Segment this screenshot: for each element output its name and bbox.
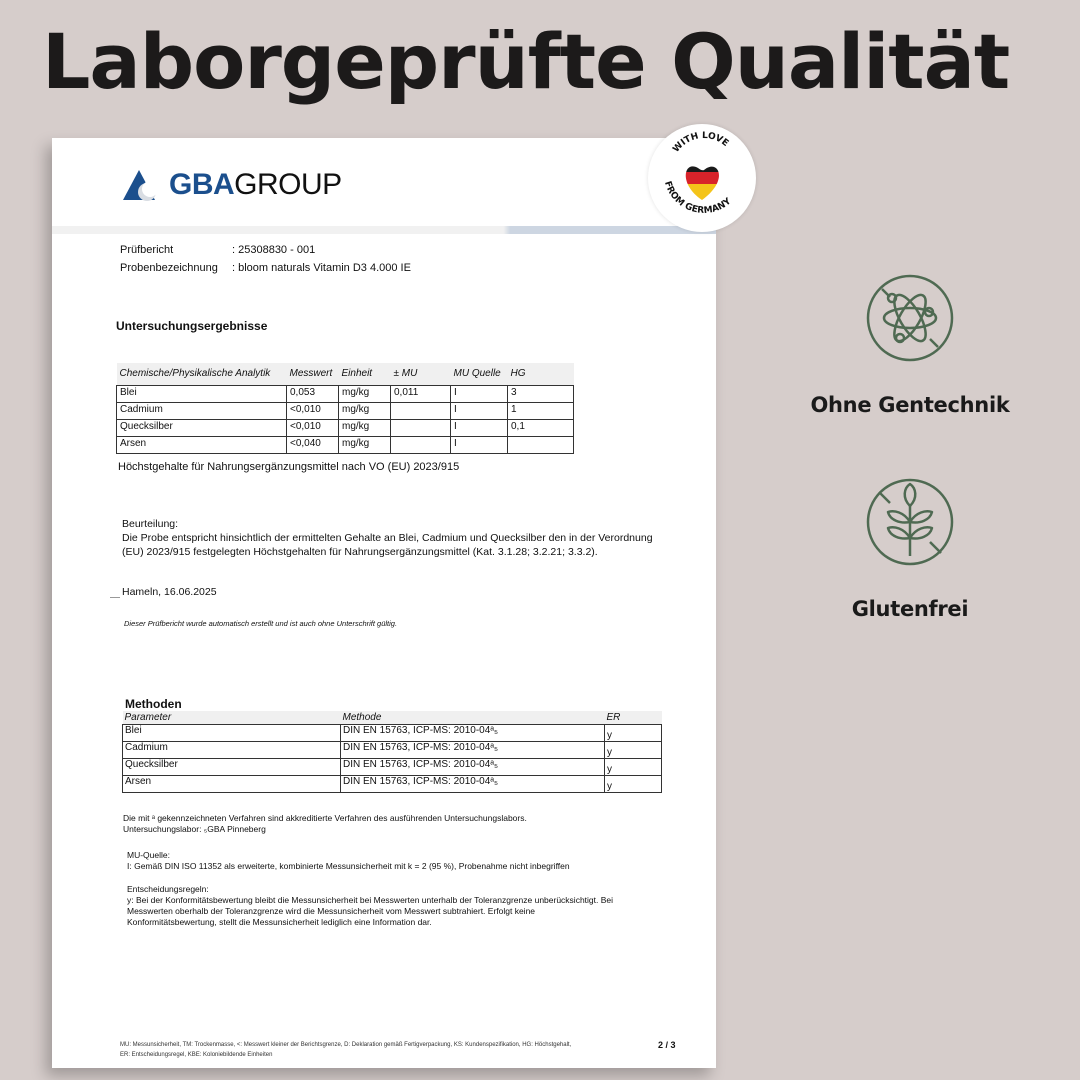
document-footer [120,1040,571,1060]
cell: Arsen [117,436,287,453]
cell [508,436,574,453]
logo-group: GROUP [234,168,342,201]
badge-label: Glutenfrei [851,597,969,621]
methods-header-row [123,711,662,724]
cell: I [451,385,508,402]
gluten-free-wheat-icon [864,476,956,568]
mu-source-label: MU-Quelle: [127,850,170,860]
lab-report-document [52,138,716,1068]
margin-mark [110,597,120,598]
methods-table [122,711,662,793]
svg-text:WITH LOVE: WITH LOVE [671,130,731,155]
cell: Quecksilber [117,419,287,436]
cell: mg/kg [339,385,391,402]
cell: 0,011 [391,385,451,402]
cell: 0,1 [508,419,574,436]
page-headline: Laborgeprüfte Qualität [42,17,1010,106]
footer-legend: ER: Entscheidungsregel, KBE: Koloniebildende Einheiten [120,1052,273,1058]
cell: Blei [123,724,341,741]
col-header: HG [508,363,574,385]
assessment-text: Die Probe entspricht hinsichtlich der ermittelten Gehalte an Blei, Cadmium und Quecksilber den in der Verordnung [122,532,653,544]
auto-generated-note: Dieser Prüfbericht wurde automatisch erstellt und ist auch ohne Unterschrift gültig. [124,619,398,628]
report-meta [120,241,411,277]
gba-group-logo [123,168,342,202]
cell [391,436,451,453]
methods-title: Methoden [125,697,182,711]
cell: Blei [117,385,287,402]
meta-row-sample-name [120,259,411,277]
assessment-text: (EU) 2023/915 festgelegten Höchstgehalten für Nahrungsergänzungsmittel (Kat. 3.1.28; 3.2.21; 3.3.2). [122,546,598,558]
cell [391,402,451,419]
cell: 1 [508,402,574,419]
logo-gba: GBA [169,168,235,201]
header-divider-bar [52,226,716,234]
page-number: 2 / 3 [658,1040,676,1050]
cell: mg/kg [339,419,391,436]
table-row [117,385,574,402]
limits-note: Höchstgehalte für Nahrungsergänzungsmittel nach VO (EU) 2023/915 [118,461,460,473]
cell: DIN EN 15763, ICP-MS: 2010-04ᵃ₅ [341,758,605,775]
accreditation-text: Die mit ᵃ gekennzeichneten Verfahren sind akkreditierte Verfahren des ausführenden Untersuchungslabors. [123,813,527,823]
table-row [123,724,662,741]
svg-text:FROM GERMANY: FROM GERMANY [662,180,734,217]
results-header-row [117,363,574,385]
decision-rules-text: Konformitätsbewertung, stellt die Messunsicherheit lediglich eine Information dar. [127,917,432,927]
assessment-label: Beurteilung: [122,518,179,530]
table-row [123,741,662,758]
meta-label: Prüfbericht [120,244,174,256]
accreditation-note [123,813,527,835]
table-row [117,419,574,436]
cell: DIN EN 15763, ICP-MS: 2010-04ᵃ₅ [341,775,605,792]
cell: y [605,758,662,775]
cell: Arsen [123,775,341,792]
with-love-from-germany-stamp [648,124,756,232]
mu-source-note [127,850,570,872]
logo-wordmark [169,170,342,200]
col-header: ER [605,711,662,724]
results-title: Untersuchungsergebnisse [116,319,268,333]
cell: DIN EN 15763, ICP-MS: 2010-04ᵃ₅ [341,724,605,741]
meta-value: : bloom naturals Vitamin D3 4.000 IE [232,262,411,274]
mu-source-text: I: Gemäß DIN ISO 11352 als erweiterte, kombinierte Messunsicherheit mit k = 2 (95 %), Probenahme nicht inbegriffen [127,861,570,871]
cell [391,419,451,436]
col-header: Messwert [287,363,339,385]
gba-logo-mark-icon [123,168,163,202]
badge-no-gmo [800,272,1020,417]
cell: I [451,436,508,453]
cell: 0,053 [287,385,339,402]
results-table [116,363,574,454]
cell: I [451,402,508,419]
col-header: ± MU [391,363,451,385]
decision-rules-note [127,884,613,928]
meta-label: Probenbezeichnung [120,262,218,274]
badge-gluten-free [800,476,1020,621]
meta-value: : 25308830 - 001 [232,244,316,256]
cell: y [605,775,662,792]
no-gmo-atom-icon [864,272,956,364]
decision-rules-text: y: Bei der Konformitätsbewertung bleibt die Messunsicherheit bei Messwerten unterhalb der Toleranzgrenze unberücksichtigt. Bei [127,895,614,905]
cell: y [605,724,662,741]
col-header: Parameter [123,711,341,724]
decision-rules-text: Messwerten oberhalb der Toleranzgrenze wird die Messunsicherheit vom Messwert subtrahiert. Erfolgt keine [127,906,536,916]
cell: mg/kg [339,402,391,419]
lab-name: Untersuchungslabor: ₅GBA Pinneberg [123,824,266,834]
table-row [117,436,574,453]
cell: Quecksilber [123,758,341,775]
cell: Cadmium [117,402,287,419]
meta-row-report-number [120,241,411,259]
cell: mg/kg [339,436,391,453]
decision-rules-label: Entscheidungsregeln: [127,884,209,894]
col-header: MU Quelle [451,363,508,385]
table-row [117,402,574,419]
assessment-block [122,517,653,559]
badge-label: Ohne Gentechnik [810,393,1010,417]
cell: 3 [508,385,574,402]
cell: Cadmium [123,741,341,758]
cell: <0,010 [287,419,339,436]
cell: <0,040 [287,436,339,453]
german-heart-icon [648,124,756,232]
table-row [123,758,662,775]
cell: <0,010 [287,402,339,419]
col-header: Methode [341,711,605,724]
footer-legend: MU: Messunsicherheit, TM: Trockenmasse, <: Messwert kleiner der Berichtsgrenze, D: Deklaration gemäß Fertigverpackung, KS: Kundenspezifikation, HG: Höchstgehalt, [120,1042,572,1048]
col-header: Einheit [339,363,391,385]
place-date: Hameln, 16.06.2025 [122,586,217,598]
document-header [52,138,716,230]
col-header: Chemische/Physikalische Analytik [117,363,287,385]
cell: DIN EN 15763, ICP-MS: 2010-04ᵃ₅ [341,741,605,758]
cell: y [605,741,662,758]
table-row [123,775,662,792]
cell: I [451,419,508,436]
